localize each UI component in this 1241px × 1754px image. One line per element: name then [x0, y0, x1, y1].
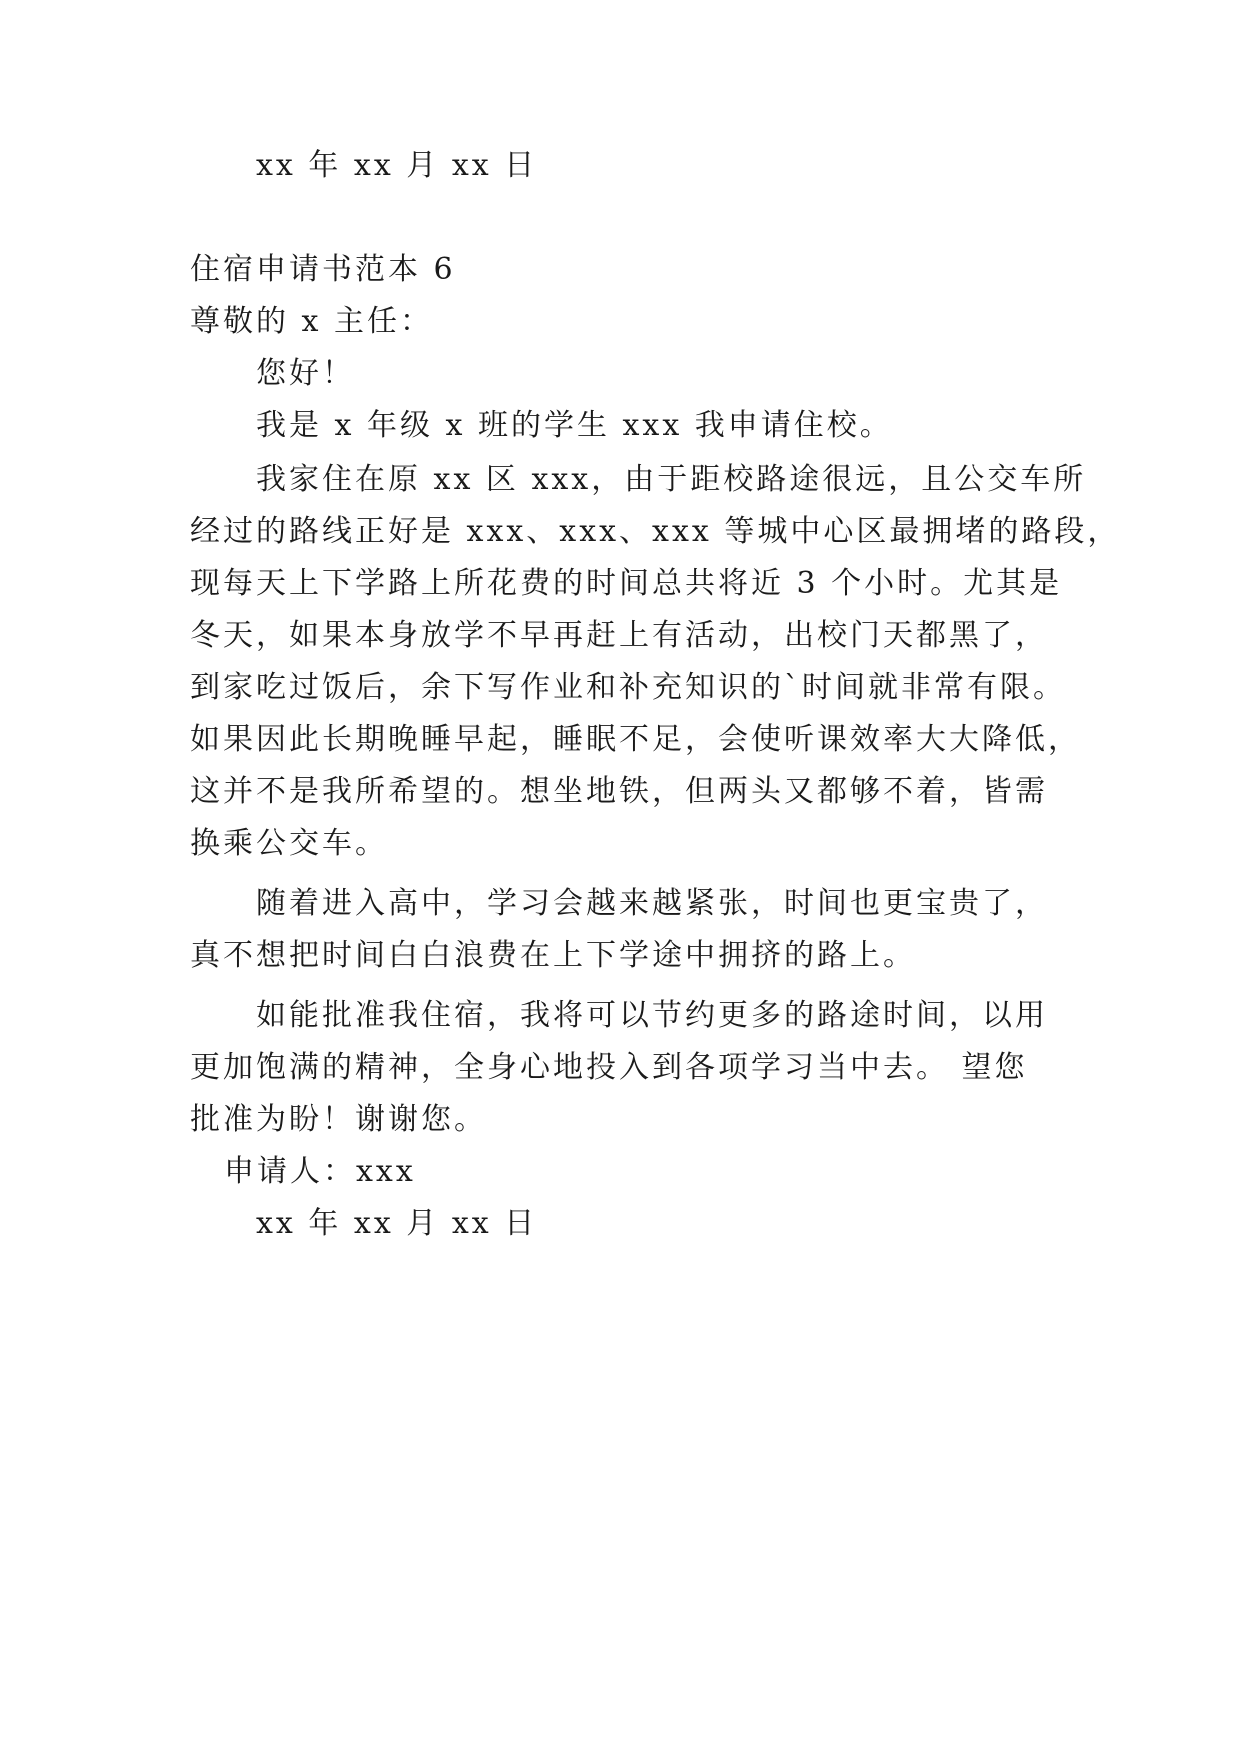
paragraph-line: 更加饱满的精神，全身心地投入到各项学习当中去。 望您: [190, 1050, 1028, 1085]
previous-letter-date: xx 年 xx 月 xx 日: [256, 148, 538, 183]
paragraph-line: 冬天，如果本身放学不早再赶上有活动，出校门天都黑了，: [190, 618, 1048, 653]
paragraph-line: 现每天上下学路上所花费的时间总共将近 3 个小时。尤其是: [190, 566, 1063, 601]
intro-line: 我是 x 年级 x 班的学生 xxx 我申请住校。: [256, 408, 893, 443]
paragraph-line: 这并不是我所希望的。想坐地铁，但两头又都够不着，皆需: [190, 774, 1048, 809]
paragraph-line: 批准为盼！谢谢您。: [190, 1102, 487, 1137]
paragraph-line: 真不想把时间白白浪费在上下学途中拥挤的路上。: [190, 938, 916, 973]
letter-date: xx 年 xx 月 xx 日: [256, 1206, 538, 1241]
paragraph-line: 如能批准我住宿，我将可以节约更多的路途时间，以用: [256, 998, 1048, 1033]
applicant-signature: 申请人：xxx: [224, 1154, 416, 1189]
salutation: 尊敬的 x 主任：: [190, 304, 433, 339]
paragraph-line: 换乘公交车。: [190, 826, 388, 861]
paragraph-line: 经过的路线正好是 xxx、xxx、xxx 等城中心区最拥堵的路段，: [190, 514, 1121, 549]
paragraph-line: 我家住在原 xx 区 xxx，由于距校路途很远，且公交车所: [256, 462, 1087, 497]
greeting: 您好！: [256, 356, 355, 391]
letter-heading: 住宿申请书范本 6: [190, 252, 456, 287]
paragraph-line: 如果因此长期晚睡早起，睡眠不足，会使听课效率大大降低，: [190, 722, 1081, 757]
paragraph-line: 到家吃过饭后，余下写作业和补充知识的`时间就非常有限。: [190, 670, 1066, 705]
paragraph-line: 随着进入高中，学习会越来越紧张，时间也更宝贵了，: [256, 886, 1048, 921]
